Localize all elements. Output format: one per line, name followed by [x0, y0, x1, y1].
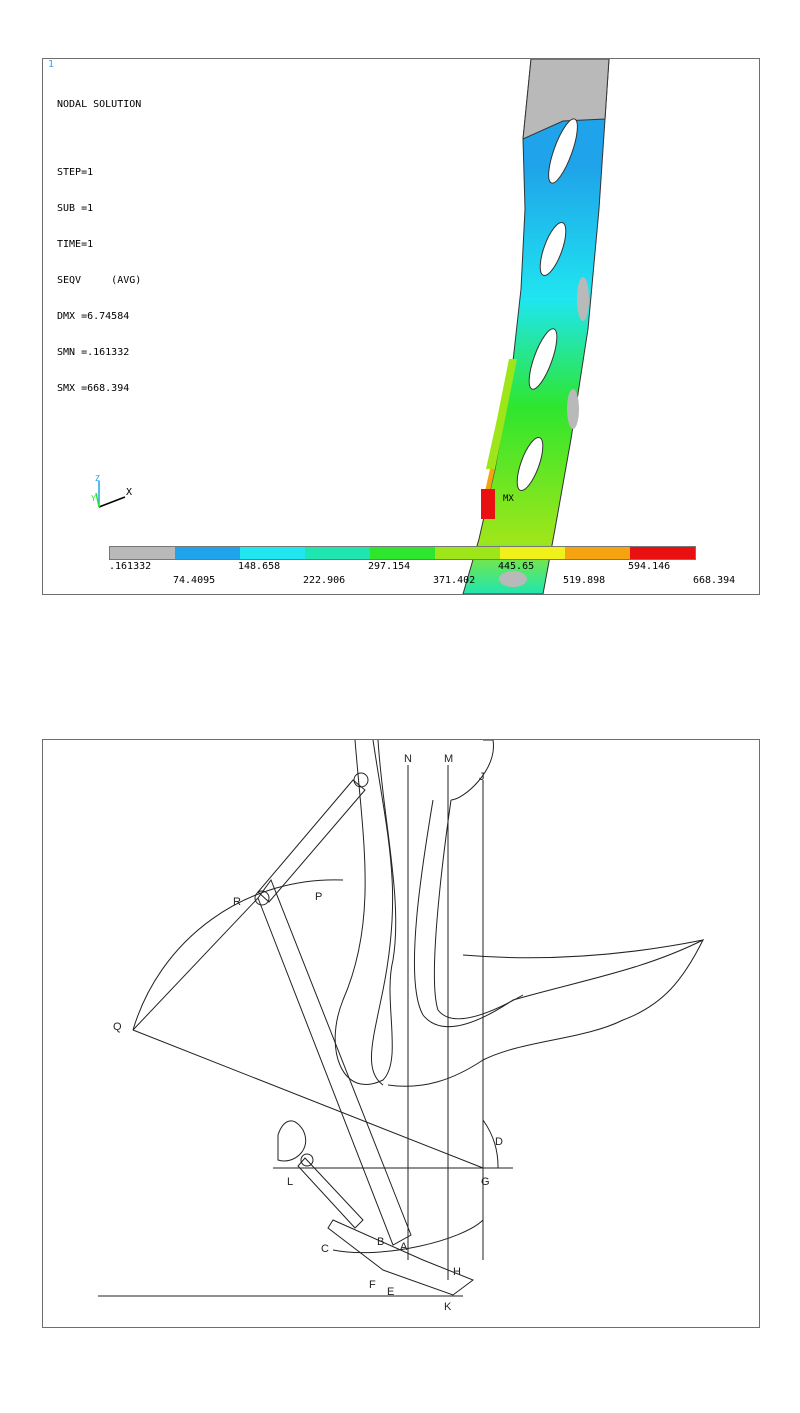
legend-swatch-0: [110, 547, 175, 559]
legend-swatch-8: [630, 547, 695, 559]
fea-result-panel: [42, 58, 760, 595]
legend-swatch-6: [500, 547, 565, 559]
point-label-r: R: [233, 896, 241, 908]
legend-swatch-7: [565, 547, 630, 559]
smn-value: SMN =.161332: [57, 347, 130, 358]
legend-swatch-1: [175, 547, 240, 559]
solution-title: NODAL SOLUTION: [57, 99, 142, 110]
point-label-f: F: [369, 1279, 376, 1291]
legend-swatch-5: [435, 547, 500, 559]
legend-label-top-4: 594.146: [628, 561, 671, 572]
legend-label-bottom-1: 222.906: [303, 575, 346, 586]
mechanism-drawing: [43, 740, 759, 1327]
axis-z-label: Z: [95, 474, 100, 483]
legend-label-bottom-4: 668.394: [693, 575, 736, 586]
legend-label-bottom-3: 519.898: [563, 575, 606, 586]
legend-label-bottom-0: 74.4095: [173, 575, 216, 586]
dmx-value: DMX =6.74584: [57, 311, 130, 322]
legend-label-top-1: 148.658: [238, 561, 281, 572]
legend-label-top-0: .161332: [109, 561, 152, 572]
mechanism-drawing-panel: [42, 739, 760, 1328]
color-legend: [109, 546, 696, 560]
stress-contour-plot: [43, 59, 759, 594]
point-label-p: P: [315, 891, 323, 903]
time-value: TIME=1: [57, 239, 94, 250]
axis-x-label: X: [126, 487, 133, 498]
legend-label-top-2: 297.154: [368, 561, 411, 572]
legend-label-bottom-2: 371.402: [433, 575, 476, 586]
legend-swatch-2: [240, 547, 305, 559]
axis-triad: [91, 474, 132, 507]
legend-label-top-3: 445.65: [498, 561, 535, 572]
point-label-a: A: [400, 1241, 408, 1253]
legend-swatch-4: [370, 547, 435, 559]
mx-marker: MX: [503, 494, 514, 504]
point-label-n: N: [404, 753, 412, 765]
smx-value: SMX =668.394: [57, 383, 130, 394]
point-label-q: Q: [113, 1021, 122, 1033]
step-value: STEP=1: [57, 167, 94, 178]
axis-y-label: Y: [91, 494, 96, 503]
foot-rest: [328, 1220, 473, 1295]
sole-line: [463, 940, 703, 958]
point-label-b: B: [377, 1236, 385, 1248]
upper-strut: [258, 780, 365, 902]
point-label-c: C: [321, 1243, 329, 1255]
leg-frame: [335, 740, 396, 1085]
legend-swatch-3: [305, 547, 370, 559]
seqv-value: SEQV (AVG): [57, 275, 142, 286]
sub-value: SUB =1: [57, 203, 94, 214]
point-label-l: L: [287, 1176, 294, 1188]
max-stress-region: [481, 489, 495, 519]
point-label-m: M: [444, 753, 454, 765]
point-label-h: H: [453, 1266, 461, 1278]
point-label-j: J: [479, 771, 485, 783]
frame-number: 1: [48, 59, 55, 70]
upper-pivot: [354, 773, 368, 787]
point-label-d: D: [495, 1136, 503, 1148]
point-label-e: E: [387, 1286, 395, 1298]
point-label-k: K: [444, 1301, 452, 1313]
line-q-g: [133, 1030, 483, 1168]
point-label-g: G: [481, 1176, 490, 1188]
